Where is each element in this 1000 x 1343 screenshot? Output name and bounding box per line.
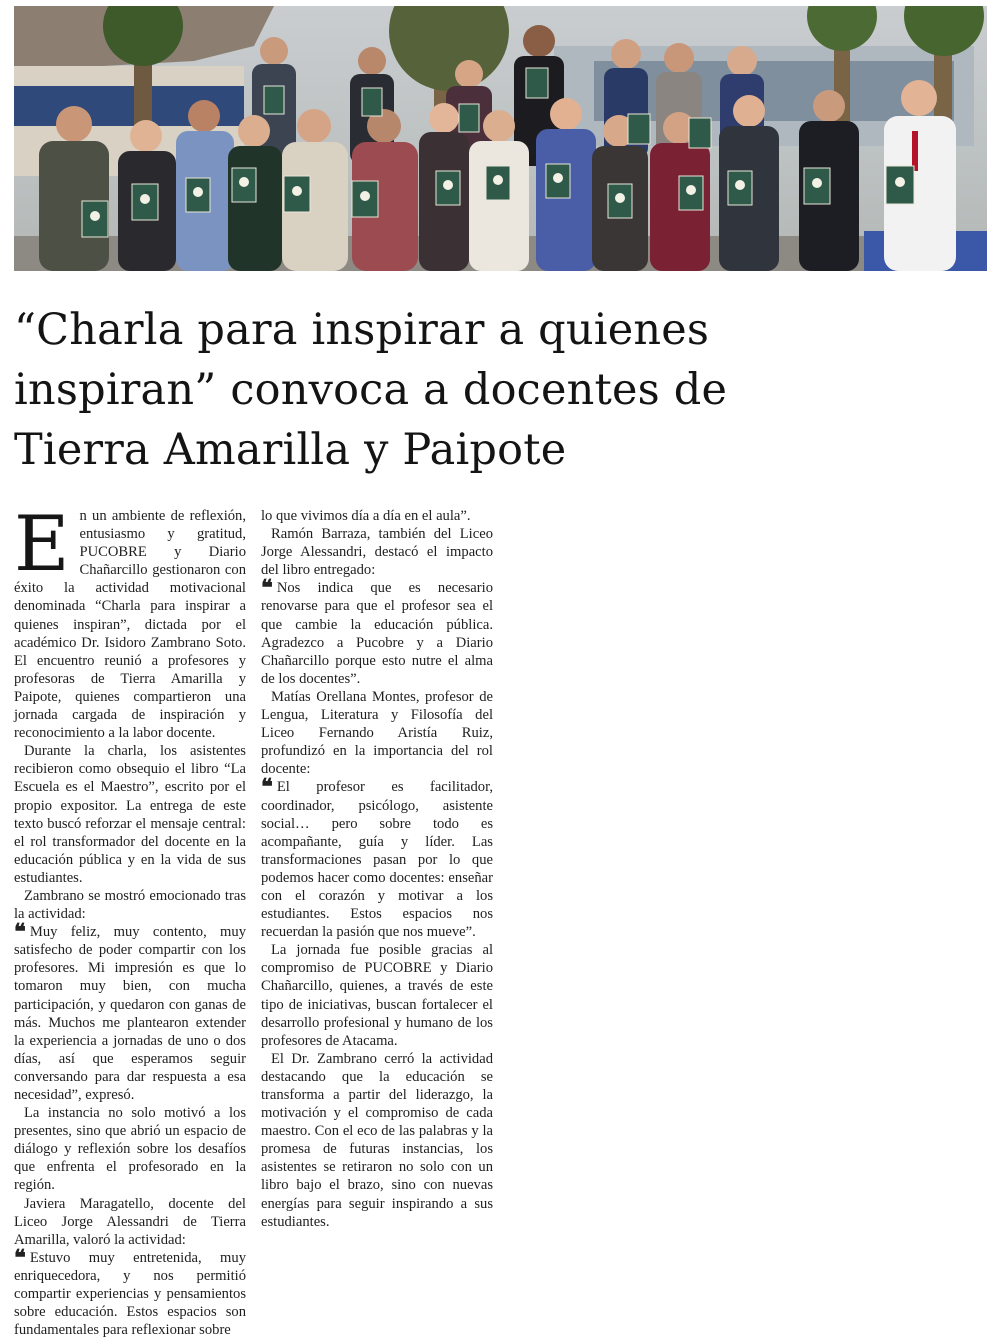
drop-cap: E <box>14 499 70 588</box>
quote-block <box>14 1244 246 1339</box>
quote-mark-icon: ❝ <box>14 1244 26 1271</box>
lead-paragraph-text: n un ambiente de reflexión, entusiasmo y gratitud, PUCOBRE y Diario Chañarcillo gestionaron con éxito la actividad motivacional denominada “Charla para inspirar a quienes inspiran”, dictada por el académico Dr. Isidoro Zambrano Soto. El encuentro reunió a profesores y profesoras de Tierra Amarilla y Paipote, quienes compartieron una jornada cargada de inspiración y reconocimiento a la labor docente. <box>14 508 246 742</box>
body-paragraph: Matías Orellana Montes, profesor de Lengua, Literatura y Filosofía del Liceo Fernando Aristía Ruiz, profundizó en la importancia del rol docente: <box>261 688 493 778</box>
body-paragraph: Ramón Barraza, también del Liceo Jorge Alessandri, destacó el impacto del libro entregado: <box>261 526 493 579</box>
body-paragraph: La instancia no solo motivó a los presentes, sino que abrió un espacio de diálogo y reflexión sobre los desafíos que enfrenta el profesorado en la región. <box>14 1105 246 1194</box>
body-paragraph: La jornada fue posible gracias al compromiso de PUCOBRE y Diario Chañarcillo, quienes, a través de este tipo de iniciativas, buscan fortalecer el desarrollo profesional y humano de los profesores de Atacama. <box>261 942 493 1049</box>
quote-mark-icon: ❝ <box>261 774 273 801</box>
quote-text: Muy feliz, muy contento, muy satisfecho de poder compartir con los profesores. Mi impresión es que lo tomaron muy bien, con mucha participación, y quedaron con ganas de más. Muchos me plantearon extender la experiencia a jornadas de uno o dos días, así que esperamos seguir conversando para dar respuesta a esa necesidad”, expresó. <box>14 924 246 1103</box>
body-paragraph: Durante la charla, los asistentes recibieron como obsequio el libro “La Escuela es el Maestro”, escrito por el propio expositor. La entrega de este texto buscó reforzar el mensaje central: el rol transformador del docente en la educación pública y en la vida de sus estudiantes. <box>14 743 246 886</box>
quote-block <box>261 774 493 941</box>
group-photo-illustration <box>14 6 987 271</box>
body-paragraph: Javiera Maragatello, docente del Liceo Jorge Alessandri de Tierra Amarilla, valoró la actividad: <box>14 1195 246 1248</box>
article-column-1 <box>14 499 246 1339</box>
article-headline: “Charla para inspirar a quienes inspiran” convoca a docentes de Tierra Amarilla y Paipote <box>14 305 728 475</box>
quote-block <box>14 919 246 1104</box>
quote-continuation: lo que vivimos día a día en el aula”. <box>261 508 471 524</box>
quote-text: El profesor es facilitador, coordinador, psicólogo, asistente social… pero sobre todo es acompañante, guía y líder. Las transformaciones pasan por lo que podemos hacer como docentes: enseñar con el corazón y motivar a los estudiantes. Estos espacios nos recuerdan la pasión que nos mueve”. <box>261 779 493 941</box>
lead-paragraph <box>14 499 246 742</box>
quote-text: Estuvo muy entretenida, muy enriquecedora, y nos permitió compartir experiencias y pensamientos sobre educación. Estos espacios son fundamentales para reflexionar sobre <box>14 1249 246 1339</box>
quote-block <box>261 575 493 688</box>
body-paragraph: El Dr. Zambrano cerró la actividad destacando que la educación se transforma a partir del liderazgo, la motivación y el compromiso de cada maestro. Con el eco de las palabras y la promesa de futuras instancias, los asistentes se retiraron no solo con un libro bajo el brazo, sino con nuevas energías para seguir inspirando a sus estudiantes. <box>261 1050 493 1230</box>
quote-text: Nos indica que es necesario renovarse para que el profesor sea el que cambie la educación pública. Agradezco a Pucobre y a Diario Chañarcillo porque esto nutre el alma de los docentes”. <box>261 580 493 687</box>
quote-mark-icon: ❝ <box>261 575 273 602</box>
body-paragraph: Zambrano se mostró emocionado tras la actividad: <box>14 887 246 923</box>
article-column-2 <box>261 507 493 1231</box>
group-photo <box>14 6 987 271</box>
quote-mark-icon: ❝ <box>14 919 26 946</box>
